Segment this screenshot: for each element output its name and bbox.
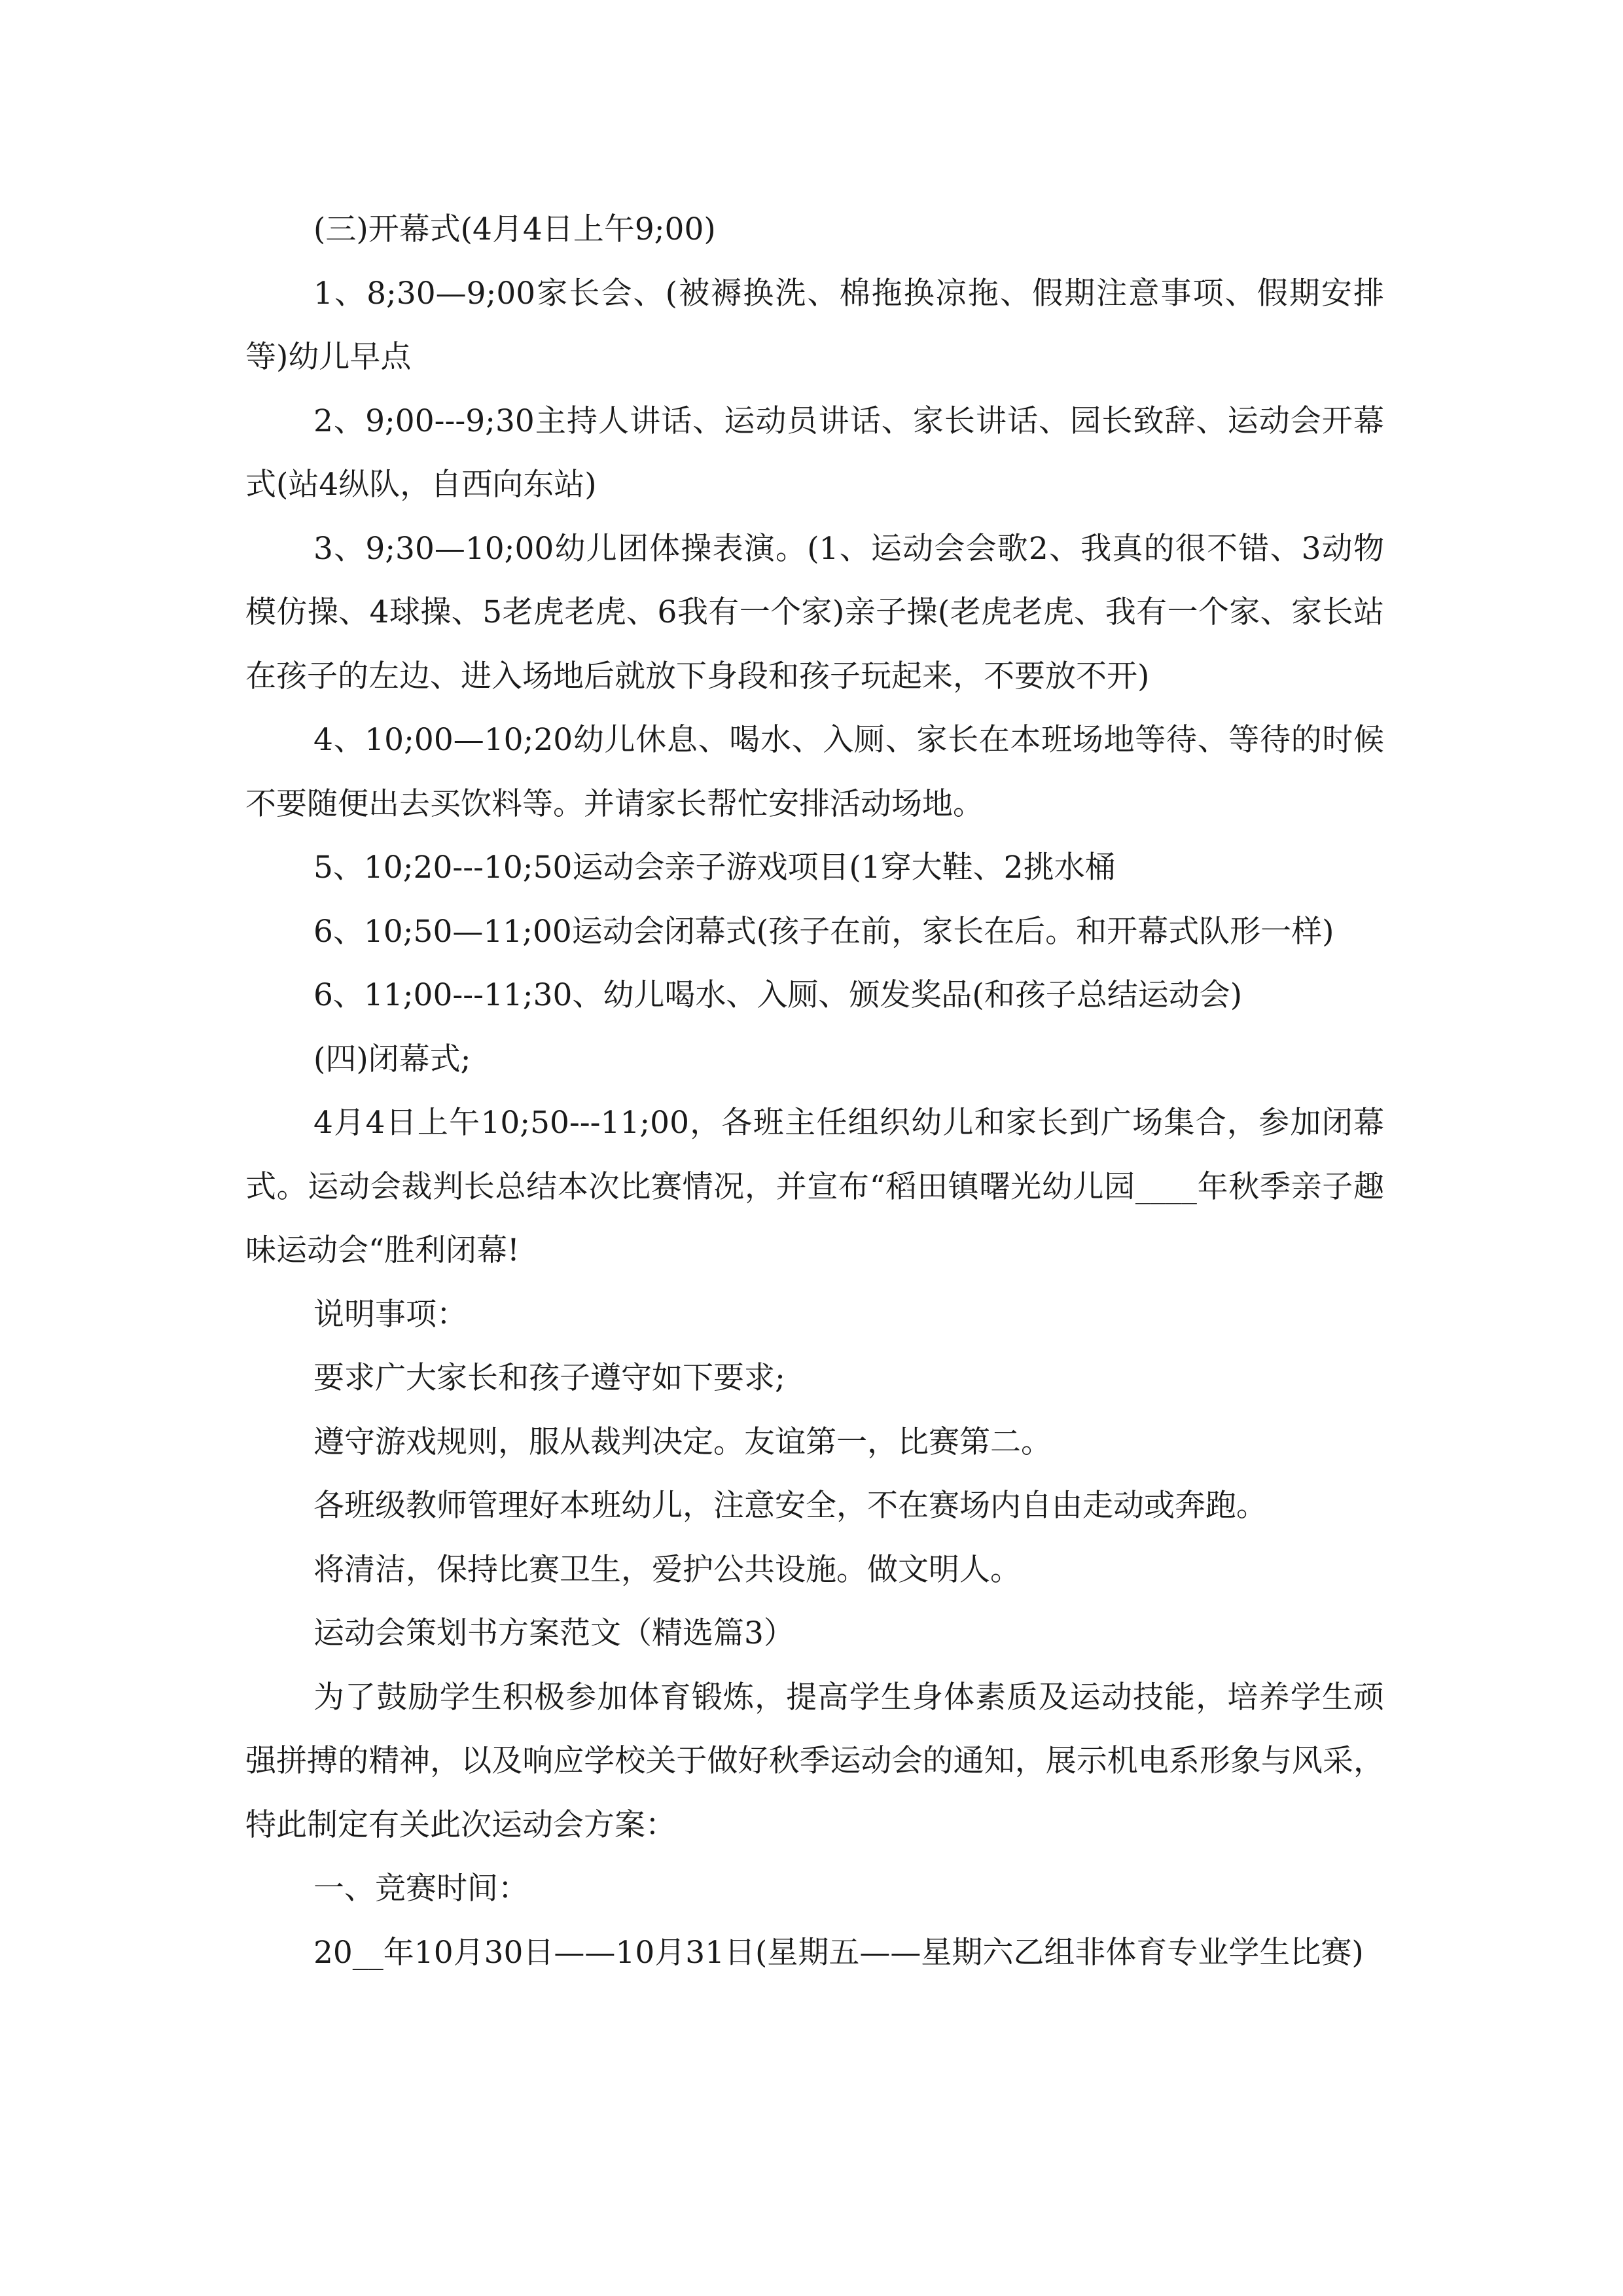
schedule-item-4: 4、10;00—10;20幼儿休息、喝水、入厕、家长在本班场地等待、等待的时候不要随便出去买饮料等。并请家长帮忙安排活动场地。 (245, 722, 1384, 822)
intro-paragraph: 为了鼓励学生积极参加体育锻炼，提高学生身体素质及运动技能，培养学生顽强拼搏的精神，以及响应学校关于做好秋季运动会的通知，展示机电系形象与风采，特此制定有关此次运动会方案： (245, 1679, 1384, 1843)
notes-item: 遵守游戏规则，服从裁判决定。友谊第一，比赛第二。 (313, 1424, 1052, 1460)
notes-item: 各班级教师管理好本班幼儿，注意安全，不在赛场内自由走动或奔跑。 (313, 1488, 1267, 1524)
schedule-item-2: 2、9;00---9;30主持人讲话、运动员讲话、家长讲话、园长致辞、运动会开幕式(站4纵队，自西向东站) (245, 403, 1384, 503)
schedule-item-1: 1、8;30—9;00家长会、(被褥换洗、棉拖换凉拖、假期注意事项、假期安排等)幼儿早点 (245, 275, 1384, 375)
schedule-item-3: 3、9;30—10;00幼儿团体操表演。(1、运动会会歌2、我真的很不错、3动物模仿操、4球操、5老虎老虎、6我有一个家)亲子操(老虎老虎、我有一个家、家长站在孩子的左边、进入场地后就放下身段和孩子玩起来，不要放不开) (245, 530, 1384, 694)
time-paragraph: 20__年10月30日——10月31日(星期五——星期六乙组非体育专业学生比赛) (313, 1934, 1364, 1971)
notes-item: 将清洁，保持比赛卫生，爱护公共设施。做文明人。 (313, 1551, 1021, 1588)
schedule-item-6: 6、10;50—11;00运动会闭幕式(孩子在前，家长在后。和开幕式队形一样) (313, 913, 1334, 950)
closing-paragraph: 4月4日上午10;50---11;00，各班主任组织幼儿和家长到广场集合，参加闭幕式。运动会裁判长总结本次比赛情况，并宣布“稻田镇曙光幼儿园____年秋季亲子趣味运动会“胜利闭幕! (245, 1105, 1384, 1268)
section-heading-opening: (三)开幕式(4月4日上午9;00) (313, 211, 716, 247)
section-heading-time: 一、竞赛时间： (313, 1871, 529, 1907)
schedule-item-5: 5、10;20---10;50运动会亲子游戏项目(1穿大鞋、2挑水桶 (313, 850, 1116, 886)
notes-heading: 说明事项： (313, 1296, 467, 1333)
section-heading-closing: (四)闭幕式; (313, 1041, 471, 1077)
document-body (245, 198, 1384, 1984)
article-title: 运动会策划书方案范文（精选篇3） (313, 1615, 794, 1651)
schedule-item-7: 6、11;00---11;30、幼儿喝水、入厕、颁发奖品(和孩子总结运动会) (313, 977, 1243, 1013)
notes-item: 要求广大家长和孩子遵守如下要求; (313, 1360, 785, 1396)
